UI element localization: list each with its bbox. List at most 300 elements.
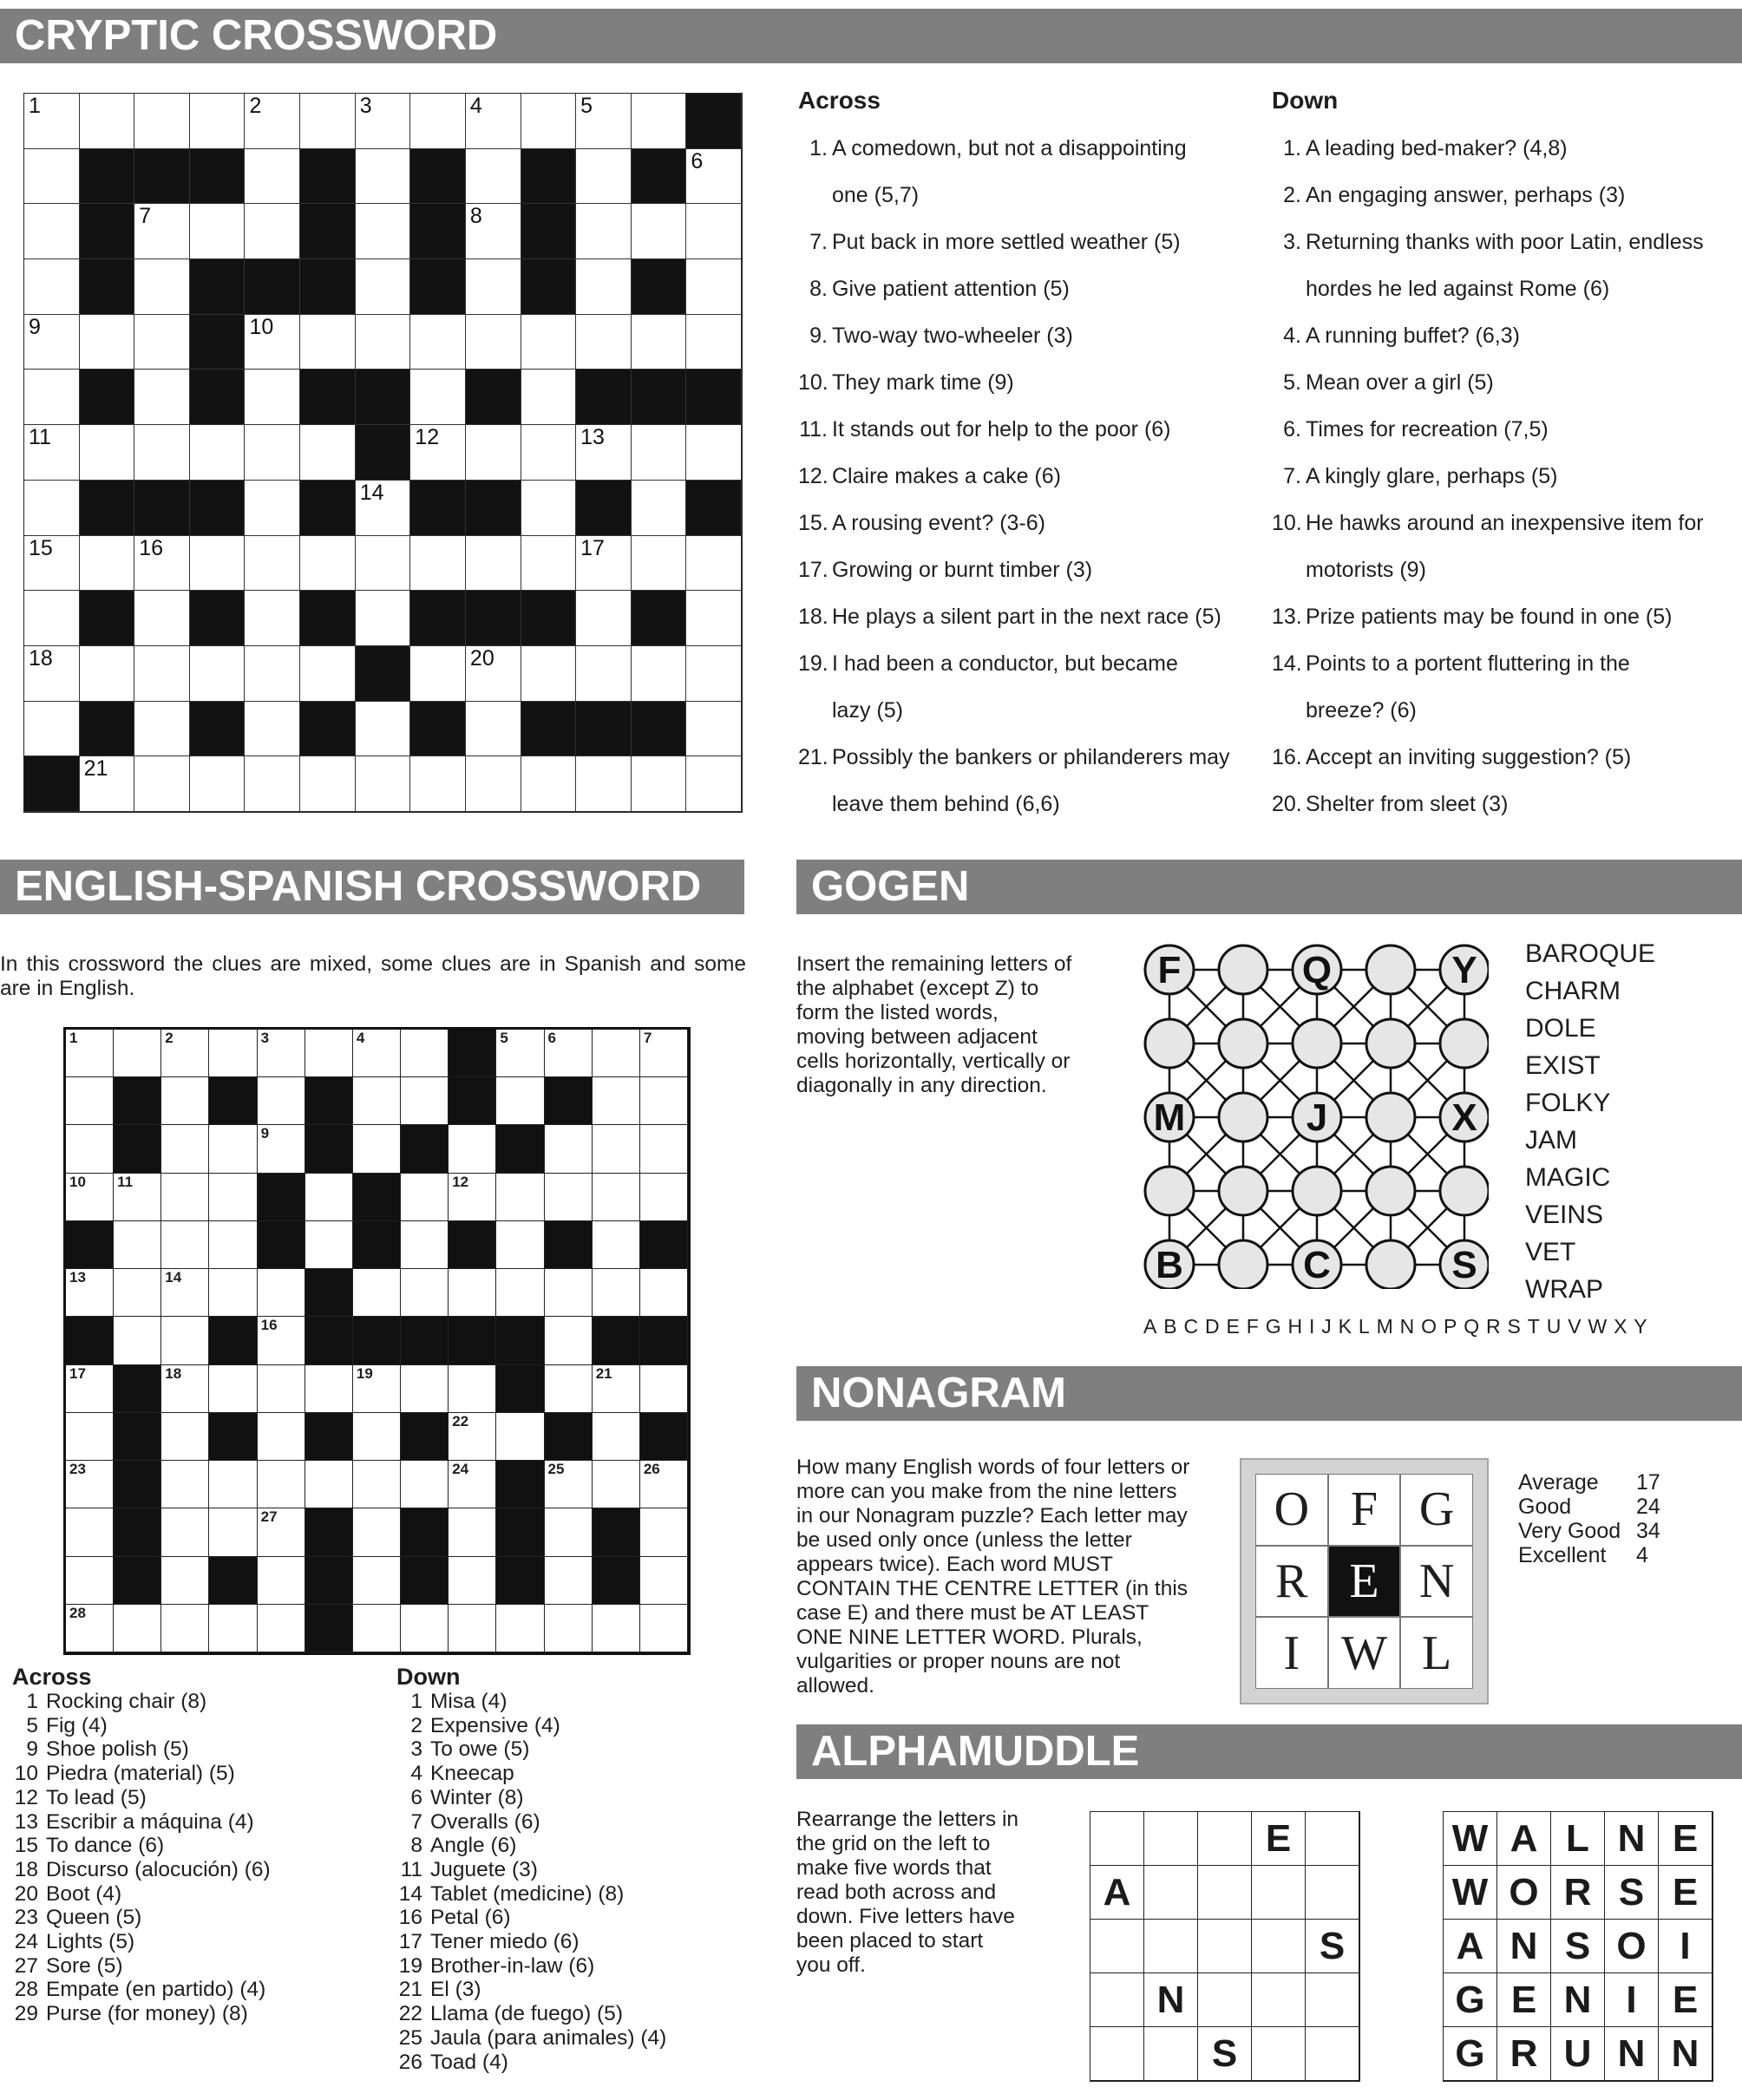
- crossword-cell[interactable]: [353, 1030, 401, 1077]
- alphamuddle-cell[interactable]: [1306, 1866, 1359, 1920]
- black-square: [496, 1508, 544, 1556]
- crossword-cell[interactable]: [632, 315, 687, 370]
- crossword-cell[interactable]: [353, 1077, 401, 1125]
- crossword-cell[interactable]: [632, 646, 687, 702]
- crossword-cell[interactable]: [161, 1317, 209, 1364]
- crossword-cell[interactable]: [401, 1269, 449, 1317]
- crossword-cell[interactable]: [80, 315, 135, 370]
- crossword-cell[interactable]: [401, 1461, 449, 1508]
- gogen-cell[interactable]: [1145, 1167, 1194, 1215]
- crossword-cell[interactable]: [686, 259, 742, 315]
- crossword-cell[interactable]: [686, 204, 742, 259]
- crossword-cell[interactable]: [353, 1269, 401, 1317]
- gogen-cell[interactable]: [1293, 1167, 1341, 1215]
- crossword-cell[interactable]: [305, 1221, 353, 1269]
- crossword-cell[interactable]: [356, 702, 411, 757]
- crossword-cell[interactable]: [258, 1557, 305, 1605]
- crossword-cell[interactable]: [449, 1461, 496, 1508]
- crossword-cell[interactable]: [521, 481, 577, 536]
- crossword-cell[interactable]: [356, 259, 411, 315]
- crossword-cell[interactable]: [496, 1605, 544, 1652]
- crossword-cell[interactable]: [466, 259, 521, 315]
- crossword-cell[interactable]: [632, 536, 687, 592]
- crossword-cell[interactable]: [576, 149, 632, 205]
- crossword-cell[interactable]: [401, 1365, 449, 1413]
- alphamuddle-cell[interactable]: [1252, 2027, 1306, 2081]
- crossword-cell[interactable]: [466, 315, 521, 370]
- crossword-cell[interactable]: [353, 1508, 401, 1556]
- crossword-cell[interactable]: [305, 1365, 353, 1413]
- crossword-cell[interactable]: [190, 756, 246, 812]
- clue-text: Sore (5): [46, 1953, 123, 1978]
- crossword-cell[interactable]: [66, 1365, 114, 1413]
- crossword-cell[interactable]: [134, 536, 190, 592]
- crossword-cell[interactable]: [161, 1269, 209, 1317]
- clue-num: 13: [14, 1809, 38, 1834]
- crossword-cell[interactable]: [161, 1413, 209, 1461]
- alphamuddle-cell[interactable]: [1306, 1812, 1359, 1866]
- crossword-cell[interactable]: [545, 1317, 593, 1364]
- crossword-cell[interactable]: [300, 646, 356, 702]
- crossword-cell[interactable]: [545, 1125, 593, 1173]
- gogen-cell[interactable]: [1219, 1019, 1267, 1068]
- crossword-cell[interactable]: [161, 1125, 209, 1173]
- crossword-cell[interactable]: [356, 315, 411, 370]
- crossword-cell[interactable]: [24, 259, 80, 315]
- crossword-cell[interactable]: [190, 204, 246, 259]
- gogen-cell[interactable]: [1293, 1019, 1341, 1068]
- clue-across: [12, 1858, 385, 1882]
- crossword-cell[interactable]: [496, 1077, 544, 1125]
- crossword-cell[interactable]: [134, 94, 190, 149]
- crossword-cell[interactable]: [209, 1174, 257, 1221]
- crossword-cell[interactable]: [209, 1030, 257, 1077]
- crossword-cell[interactable]: [356, 94, 411, 149]
- crossword-cell[interactable]: [134, 646, 190, 702]
- clue-down: [1272, 219, 1740, 312]
- crossword-cell[interactable]: [245, 646, 300, 702]
- crossword-cell[interactable]: [114, 1605, 161, 1652]
- crossword-cell[interactable]: [245, 702, 300, 757]
- crossword-cell[interactable]: [401, 1221, 449, 1269]
- crossword-cell[interactable]: [305, 1461, 353, 1508]
- crossword-cell[interactable]: [410, 94, 466, 149]
- crossword-cell[interactable]: [545, 1030, 593, 1077]
- crossword-cell[interactable]: [353, 1125, 401, 1173]
- crossword-cell[interactable]: [576, 646, 632, 702]
- crossword-cell[interactable]: [640, 1605, 688, 1652]
- clue-text: Prize patients may be found in one (5): [1306, 605, 1673, 629]
- crossword-cell[interactable]: [66, 1557, 114, 1605]
- alphamuddle-cell[interactable]: [1252, 1973, 1306, 2027]
- black-square: [593, 1557, 640, 1605]
- crossword-cell[interactable]: [134, 259, 190, 315]
- alphamuddle-banner: [796, 1724, 1742, 1779]
- crossword-cell[interactable]: [258, 1269, 305, 1317]
- crossword-cell[interactable]: [161, 1365, 209, 1413]
- crossword-cell[interactable]: [356, 481, 411, 536]
- crossword-cell[interactable]: [449, 1365, 496, 1413]
- alphamuddle-cell[interactable]: [1144, 1866, 1198, 1920]
- black-square: [258, 1221, 305, 1269]
- crossword-cell[interactable]: [161, 1077, 209, 1125]
- crossword-cell[interactable]: [114, 1174, 161, 1221]
- crossword-cell[interactable]: [245, 536, 300, 592]
- crossword-cell[interactable]: [466, 204, 521, 259]
- crossword-cell[interactable]: [449, 1125, 496, 1173]
- crossword-cell[interactable]: [245, 315, 300, 370]
- crossword-cell[interactable]: [593, 1221, 640, 1269]
- crossword-cell[interactable]: [300, 536, 356, 592]
- crossword-cell[interactable]: [632, 425, 687, 481]
- crossword-cell[interactable]: [496, 1413, 544, 1461]
- gogen-cell[interactable]: [1366, 1240, 1415, 1289]
- gogen-cell[interactable]: [1219, 945, 1267, 994]
- crossword-cell[interactable]: [114, 1269, 161, 1317]
- crossword-cell[interactable]: [593, 1030, 640, 1077]
- crossword-cell[interactable]: [521, 315, 577, 370]
- alphamuddle-cell[interactable]: [1252, 1866, 1306, 1920]
- crossword-cell[interactable]: [449, 1174, 496, 1221]
- crossword-cell[interactable]: [521, 756, 577, 812]
- crossword-cell[interactable]: [161, 1508, 209, 1556]
- alphamuddle-cell[interactable]: [1144, 1812, 1198, 1866]
- gogen-word: CHARM: [1525, 977, 1621, 1005]
- clue-across: [12, 1906, 385, 1930]
- crossword-cell[interactable]: [161, 1461, 209, 1508]
- crossword-cell[interactable]: [161, 1605, 209, 1652]
- crossword-cell[interactable]: [24, 702, 80, 757]
- crossword-cell[interactable]: [161, 1174, 209, 1221]
- crossword-cell[interactable]: [686, 315, 742, 370]
- crossword-cell[interactable]: [640, 1557, 688, 1605]
- crossword-cell[interactable]: [80, 646, 135, 702]
- crossword-cell[interactable]: [134, 591, 190, 646]
- crossword-cell[interactable]: [24, 425, 80, 481]
- crossword-cell[interactable]: [632, 481, 687, 536]
- crossword-cell[interactable]: [576, 536, 632, 592]
- crossword-cell[interactable]: [686, 646, 742, 702]
- crossword-cell[interactable]: [640, 1125, 688, 1173]
- crossword-cell[interactable]: [245, 756, 300, 812]
- crossword-cell[interactable]: [24, 149, 80, 205]
- alphamuddle-cell[interactable]: [1090, 1920, 1144, 1973]
- crossword-cell[interactable]: [305, 1030, 353, 1077]
- crossword-cell[interactable]: [24, 591, 80, 646]
- alphamuddle-cell[interactable]: [1144, 1920, 1198, 1973]
- crossword-cell[interactable]: [466, 94, 521, 149]
- crossword-cell[interactable]: [245, 149, 300, 205]
- gogen-cell[interactable]: [1366, 945, 1415, 994]
- alphamuddle-cell[interactable]: [1090, 1812, 1144, 1866]
- crossword-cell[interactable]: [545, 1605, 593, 1652]
- gogen-cell[interactable]: [1219, 1167, 1267, 1215]
- crossword-cell[interactable]: [161, 1557, 209, 1605]
- crossword-cell[interactable]: [258, 1605, 305, 1652]
- clue-num: 9.: [809, 324, 828, 348]
- crossword-cell[interactable]: [401, 1077, 449, 1125]
- crossword-cell[interactable]: [245, 425, 300, 481]
- crossword-cell[interactable]: [245, 591, 300, 646]
- crossword-cell[interactable]: [134, 425, 190, 481]
- crossword-cell[interactable]: [449, 1508, 496, 1556]
- crossword-cell[interactable]: [258, 1461, 305, 1508]
- crossword-cell[interactable]: [245, 370, 300, 425]
- crossword-cell[interactable]: [410, 756, 466, 812]
- crossword-cell[interactable]: [640, 1508, 688, 1556]
- crossword-cell[interactable]: [24, 481, 80, 536]
- crossword-cell[interactable]: [209, 1125, 257, 1173]
- clue-across: [798, 734, 1249, 828]
- gogen-cell[interactable]: [1145, 1019, 1194, 1068]
- clue-text: Accept an inviting suggestion? (5): [1306, 745, 1632, 769]
- crossword-cell[interactable]: [545, 1557, 593, 1605]
- black-square: [114, 1508, 161, 1556]
- crossword-cell[interactable]: [66, 1030, 114, 1077]
- crossword-cell[interactable]: [449, 1413, 496, 1461]
- crossword-cell[interactable]: [209, 1461, 257, 1508]
- crossword-cell[interactable]: [114, 1030, 161, 1077]
- crossword-cell[interactable]: [66, 1269, 114, 1317]
- crossword-cell[interactable]: [401, 1605, 449, 1652]
- crossword-cell[interactable]: [576, 94, 632, 149]
- crossword-cell[interactable]: [258, 1508, 305, 1556]
- crossword-cell[interactable]: [496, 1269, 544, 1317]
- crossword-cell[interactable]: [576, 315, 632, 370]
- crossword-cell[interactable]: [686, 702, 742, 757]
- alphamuddle-cell[interactable]: [1306, 2027, 1359, 2081]
- black-square: [401, 1508, 449, 1556]
- crossword-cell[interactable]: [114, 1317, 161, 1364]
- clue-down: [396, 1810, 743, 1835]
- crossword-cell[interactable]: [640, 1077, 688, 1125]
- crossword-cell[interactable]: [686, 756, 742, 812]
- rating-value: 34: [1636, 1519, 1660, 1543]
- crossword-cell[interactable]: [24, 94, 80, 149]
- crossword-cell[interactable]: [686, 591, 742, 646]
- crossword-cell[interactable]: [496, 1221, 544, 1269]
- crossword-cell[interactable]: [209, 1269, 257, 1317]
- crossword-cell[interactable]: [466, 149, 521, 205]
- crossword-cell[interactable]: [640, 1269, 688, 1317]
- cryptic-across-heading: Across: [798, 87, 881, 114]
- crossword-cell[interactable]: [300, 756, 356, 812]
- crossword-cell[interactable]: [114, 1221, 161, 1269]
- gogen-cell[interactable]: [1219, 1240, 1267, 1289]
- crossword-cell[interactable]: [401, 1030, 449, 1077]
- crossword-cell[interactable]: [353, 1413, 401, 1461]
- gogen-cell[interactable]: [1366, 1167, 1415, 1215]
- black-square: [114, 1077, 161, 1125]
- crossword-cell[interactable]: [66, 1508, 114, 1556]
- crossword-cell[interactable]: [190, 646, 246, 702]
- crossword-cell[interactable]: [134, 756, 190, 812]
- crossword-cell[interactable]: [410, 536, 466, 592]
- crossword-cell[interactable]: [80, 536, 135, 592]
- crossword-cell[interactable]: [258, 1077, 305, 1125]
- crossword-cell[interactable]: [300, 94, 356, 149]
- crossword-cell[interactable]: [245, 94, 300, 149]
- crossword-cell[interactable]: [521, 94, 577, 149]
- crossword-cell[interactable]: [300, 425, 356, 481]
- crossword-cell[interactable]: [521, 646, 577, 702]
- crossword-cell[interactable]: [593, 1174, 640, 1221]
- crossword-cell[interactable]: [24, 536, 80, 592]
- crossword-cell[interactable]: [466, 425, 521, 481]
- crossword-cell[interactable]: [593, 1269, 640, 1317]
- crossword-cell[interactable]: [632, 756, 687, 812]
- crossword-cell[interactable]: [80, 425, 135, 481]
- crossword-cell[interactable]: [521, 370, 577, 425]
- crossword-cell[interactable]: [258, 1030, 305, 1077]
- clue-text: Expensive (4): [430, 1713, 560, 1737]
- crossword-cell[interactable]: [410, 646, 466, 702]
- crossword-cell[interactable]: [576, 204, 632, 259]
- crossword-cell[interactable]: [66, 1605, 114, 1652]
- clue-number: 11: [29, 425, 51, 450]
- crossword-cell[interactable]: [545, 1461, 593, 1508]
- crossword-cell[interactable]: [161, 1221, 209, 1269]
- crossword-cell[interactable]: [496, 1174, 544, 1221]
- crossword-cell[interactable]: [134, 315, 190, 370]
- crossword-cell[interactable]: [410, 425, 466, 481]
- alphamuddle-cell[interactable]: [1090, 2027, 1144, 2081]
- crossword-cell[interactable]: [190, 536, 246, 592]
- gogen-cell[interactable]: [1366, 1019, 1415, 1068]
- crossword-cell[interactable]: [576, 756, 632, 812]
- crossword-cell[interactable]: [545, 1269, 593, 1317]
- crossword-cell[interactable]: [258, 1413, 305, 1461]
- crossword-cell[interactable]: [466, 702, 521, 757]
- alphamuddle-cell[interactable]: [1198, 1866, 1252, 1920]
- crossword-cell[interactable]: [356, 591, 411, 646]
- crossword-cell[interactable]: [66, 1174, 114, 1221]
- crossword-cell[interactable]: [353, 1365, 401, 1413]
- crossword-cell[interactable]: [209, 1508, 257, 1556]
- crossword-cell[interactable]: [258, 1317, 305, 1364]
- clue-down: [396, 1834, 743, 1858]
- gogen-cell[interactable]: [1440, 1167, 1489, 1215]
- crossword-cell[interactable]: [496, 1030, 544, 1077]
- crossword-cell[interactable]: [545, 1365, 593, 1413]
- crossword-cell[interactable]: [449, 1605, 496, 1652]
- crossword-cell[interactable]: [593, 1077, 640, 1125]
- crossword-cell[interactable]: [190, 94, 246, 149]
- crossword-cell[interactable]: [521, 425, 577, 481]
- crossword-cell[interactable]: [66, 1077, 114, 1125]
- crossword-cell[interactable]: [686, 536, 742, 592]
- crossword-cell[interactable]: [640, 1365, 688, 1413]
- crossword-cell[interactable]: [449, 1557, 496, 1605]
- crossword-cell[interactable]: [521, 536, 577, 592]
- alphamuddle-cell[interactable]: [1198, 1973, 1252, 2027]
- crossword-cell[interactable]: [305, 1174, 353, 1221]
- crossword-cell[interactable]: [632, 94, 687, 149]
- crossword-cell[interactable]: [593, 1365, 640, 1413]
- crossword-cell[interactable]: [466, 646, 521, 702]
- crossword-cell[interactable]: [24, 646, 80, 702]
- crossword-cell[interactable]: [545, 1174, 593, 1221]
- crossword-cell[interactable]: [353, 1605, 401, 1652]
- crossword-cell[interactable]: [161, 1030, 209, 1077]
- crossword-cell[interactable]: [209, 1221, 257, 1269]
- clue-num: 21.: [798, 745, 828, 769]
- crossword-cell[interactable]: [66, 1413, 114, 1461]
- crossword-cell[interactable]: [593, 1125, 640, 1173]
- crossword-cell[interactable]: [632, 204, 687, 259]
- crossword-cell[interactable]: [353, 1461, 401, 1508]
- crossword-cell[interactable]: [80, 94, 135, 149]
- crossword-cell[interactable]: [66, 1461, 114, 1508]
- alphamuddle-cell[interactable]: [1306, 1973, 1359, 2027]
- crossword-cell[interactable]: [576, 259, 632, 315]
- crossword-cell[interactable]: [449, 1269, 496, 1317]
- crossword-cell[interactable]: [134, 204, 190, 259]
- gogen-cell[interactable]: [1440, 1019, 1489, 1068]
- crossword-cell[interactable]: [24, 315, 80, 370]
- crossword-cell[interactable]: [466, 536, 521, 592]
- crossword-cell[interactable]: [593, 1461, 640, 1508]
- crossword-cell[interactable]: [466, 756, 521, 812]
- crossword-cell[interactable]: [410, 370, 466, 425]
- crossword-cell[interactable]: [576, 591, 632, 646]
- crossword-cell[interactable]: [134, 702, 190, 757]
- clue-across: [12, 1714, 385, 1738]
- spanish-title: ENGLISH-SPANISH CROSSWORD: [15, 863, 702, 910]
- crossword-cell[interactable]: [593, 1605, 640, 1652]
- crossword-cell[interactable]: [640, 1461, 688, 1508]
- alphamuddle-cell[interactable]: [1090, 1973, 1144, 2027]
- gogen-cell[interactable]: [1219, 1093, 1267, 1142]
- crossword-cell[interactable]: [356, 536, 411, 592]
- crossword-cell[interactable]: [401, 1174, 449, 1221]
- alphamuddle-cell[interactable]: [1252, 1920, 1306, 1973]
- crossword-cell[interactable]: [245, 204, 300, 259]
- crossword-cell[interactable]: [258, 1125, 305, 1173]
- crossword-cell[interactable]: [356, 756, 411, 812]
- crossword-cell[interactable]: [245, 481, 300, 536]
- crossword-cell[interactable]: [209, 1365, 257, 1413]
- crossword-cell[interactable]: [353, 1557, 401, 1605]
- alphamuddle-letter: G: [1444, 2027, 1497, 2081]
- crossword-cell[interactable]: [66, 1125, 114, 1173]
- crossword-cell[interactable]: [640, 1030, 688, 1077]
- crossword-cell[interactable]: [190, 425, 246, 481]
- alphamuddle-cell[interactable]: [1198, 1920, 1252, 1973]
- alphamuddle-cell[interactable]: [1144, 2027, 1198, 2081]
- crossword-cell[interactable]: [24, 204, 80, 259]
- crossword-cell[interactable]: [356, 149, 411, 205]
- crossword-cell[interactable]: [24, 370, 80, 425]
- crossword-cell[interactable]: [80, 756, 135, 812]
- crossword-cell[interactable]: [640, 1174, 688, 1221]
- crossword-cell[interactable]: [410, 315, 466, 370]
- crossword-cell[interactable]: [686, 425, 742, 481]
- crossword-cell[interactable]: [576, 425, 632, 481]
- crossword-cell[interactable]: [258, 1365, 305, 1413]
- crossword-cell[interactable]: [356, 204, 411, 259]
- clue-text: Points to a portent fluttering in the: [1306, 651, 1630, 676]
- gogen-cell[interactable]: [1366, 1093, 1415, 1142]
- crossword-cell[interactable]: [593, 1413, 640, 1461]
- crossword-cell[interactable]: [134, 370, 190, 425]
- clue-text: Escribir a máquina (4): [46, 1809, 254, 1834]
- crossword-cell[interactable]: [545, 1508, 593, 1556]
- crossword-cell[interactable]: [686, 149, 742, 205]
- crossword-cell[interactable]: [209, 1605, 257, 1652]
- alphamuddle-cell[interactable]: [1198, 1812, 1252, 1866]
- crossword-cell[interactable]: [300, 315, 356, 370]
